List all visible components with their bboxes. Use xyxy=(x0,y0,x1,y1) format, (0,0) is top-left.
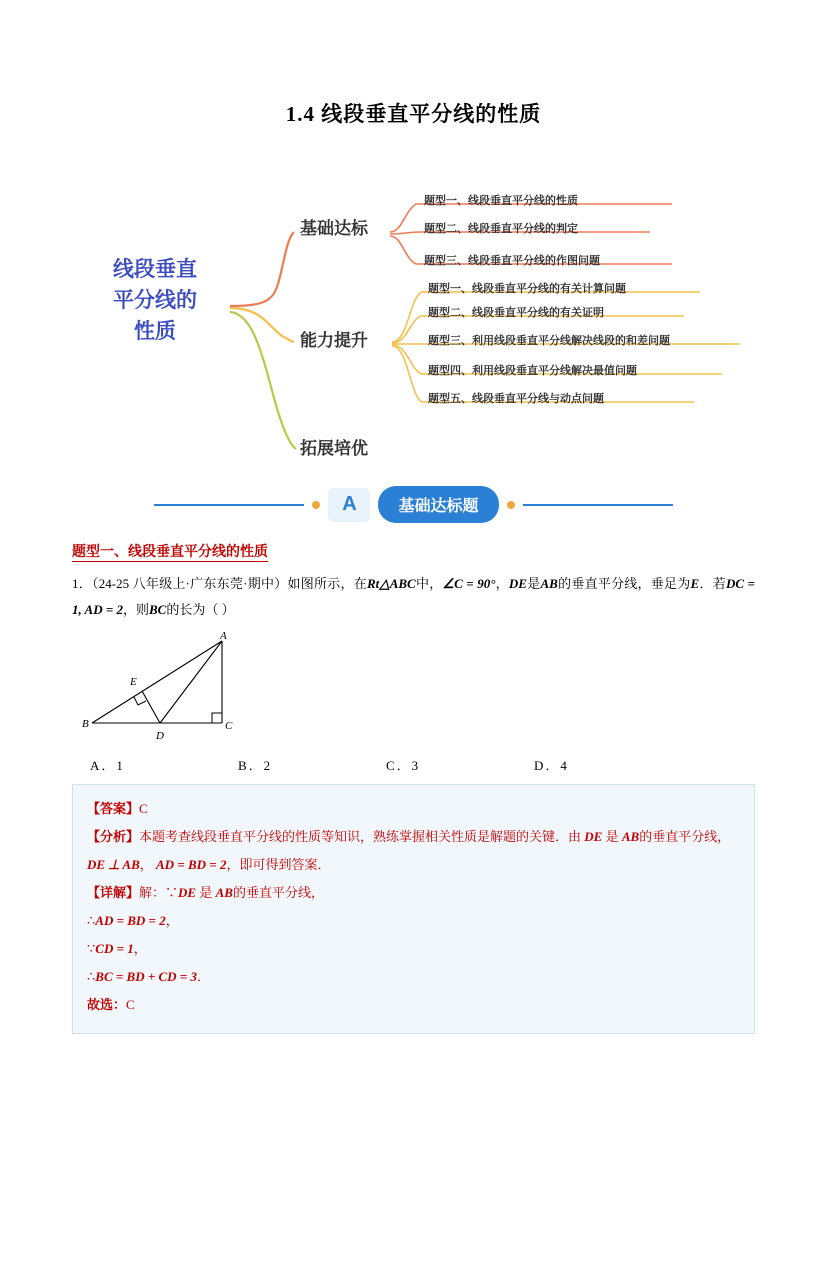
detail-line-1 xyxy=(87,879,740,907)
analysis-line-2 xyxy=(87,851,740,879)
question-text-2: 中， xyxy=(415,576,443,591)
figure-label-C: C xyxy=(225,720,233,732)
banner-dot-left xyxy=(312,501,320,509)
analysis-text-1: 本题考查线段垂直平分线的性质等知识，熟练掌握相关性质是解题的关键．由 xyxy=(139,829,582,844)
option-d[interactable]: D．4 xyxy=(534,758,569,773)
detail-line-4-eq: BC = BD + CD = 3 xyxy=(95,969,197,984)
figure-label-A: A xyxy=(220,631,227,642)
mindmap-leaf-2-5: 题型五、线段垂直平分线与动点问题 xyxy=(428,393,604,405)
analysis-label: 【分析】 xyxy=(87,829,140,844)
banner-line-left xyxy=(154,504,304,506)
banner-line-right xyxy=(523,504,673,506)
question-type-heading xyxy=(72,541,755,561)
detail-de: DE xyxy=(178,885,197,900)
detail-mid: 是 xyxy=(199,885,213,900)
question-comma-1: ， xyxy=(495,576,509,591)
answer-label: 【答案】 xyxy=(87,801,140,816)
question-text-3: 是 xyxy=(526,576,541,591)
mindmap xyxy=(72,146,755,476)
figure-label-E: E xyxy=(130,676,137,688)
answer-value: C xyxy=(139,801,148,816)
mindmap-leaf-2-2: 题型二、线段垂直平分线的有关证明 xyxy=(428,307,604,319)
detail-line-1-end: 的垂直平分线， xyxy=(232,885,324,900)
mindmap-leaf-1-3: 题型三、线段垂直平分线的作图问题 xyxy=(424,255,600,267)
figure-label-B: B xyxy=(82,718,89,730)
detail-line-3 xyxy=(87,935,740,963)
mindmap-leaf-2-1: 题型一、线段垂直平分线的有关计算问题 xyxy=(428,283,626,295)
detail-line-2 xyxy=(87,907,740,935)
question-body xyxy=(72,571,755,623)
document-page xyxy=(0,98,827,1267)
question-text-4: 的垂直平分线，垂足为 xyxy=(557,576,691,591)
final-label: 故选： xyxy=(87,997,127,1012)
mindmap-leaf-1-2: 题型二、线段垂直平分线的判定 xyxy=(424,223,578,235)
question-number: 1 xyxy=(72,576,79,591)
question-type-heading-text: 题型一、线段垂直平分线的性质 xyxy=(72,545,268,560)
detail-line-2-sym: ∴ xyxy=(87,913,96,928)
mindmap-leaf-2-3: 题型三、利用线段垂直平分线解决线段的和差问题 xyxy=(428,335,670,347)
banner-letter: A xyxy=(328,488,370,522)
option-a[interactable]: A．1 xyxy=(90,758,125,773)
detail-line-3-eq: CD = 1 xyxy=(95,941,134,956)
question-rt: Rt△ xyxy=(366,576,390,591)
detail-line-3-end: ， xyxy=(133,941,147,956)
answer-box xyxy=(72,784,755,1034)
mindmap-branch-label-2: 能力提升 xyxy=(300,331,368,350)
figure-svg xyxy=(82,631,312,746)
detail-line-2-end: ， xyxy=(165,913,179,928)
analysis-comma: ， xyxy=(139,857,153,872)
analysis-line-2-end: ，即可得到答案． xyxy=(226,857,331,872)
analysis-line-1 xyxy=(87,823,740,851)
detail-ab: AB xyxy=(215,885,233,900)
analysis-shi: 是 xyxy=(605,829,619,844)
mindmap-root-line-1: 线段垂直 xyxy=(113,258,197,281)
triangle-figure xyxy=(82,631,755,751)
mindmap-root xyxy=(80,254,230,347)
question-angle-c: ∠C = 90° xyxy=(442,576,496,591)
detail-line-1-pre: 解：∵ xyxy=(139,885,179,900)
question-text-5: ．若 xyxy=(699,576,726,591)
analysis-ad-bd: AD = BD = 2 xyxy=(156,857,227,872)
option-c[interactable]: C．3 xyxy=(386,758,421,773)
mindmap-branch-label-1: 基础达标 xyxy=(300,219,368,238)
question-number-dot: ． xyxy=(78,576,92,591)
analysis-ab: AB xyxy=(621,829,640,844)
option-b[interactable]: B．2 xyxy=(238,758,273,773)
banner-title: 基础达标题 xyxy=(378,486,498,523)
question-ab: AB xyxy=(540,576,558,591)
page-title: 1.4 线段垂直平分线的性质 xyxy=(285,102,542,126)
final-answer-line xyxy=(87,991,740,1019)
question-abc: ABC xyxy=(389,576,416,591)
figure-label-D: D xyxy=(156,730,164,742)
analysis-de: DE xyxy=(584,829,603,844)
mindmap-leaf-2-4: 题型四、利用线段垂直平分线解决最值问题 xyxy=(428,365,637,377)
question-bc: BC xyxy=(149,602,167,617)
mindmap-branch-label-3: 拓展培优 xyxy=(300,439,368,458)
analysis-de-perp-ab: DE ⊥ AB xyxy=(87,857,140,872)
question-e: E xyxy=(690,576,700,591)
banner-dot-right xyxy=(507,501,515,509)
final-value: C xyxy=(126,997,135,1012)
section-banner xyxy=(72,486,755,523)
detail-label: 【详解】 xyxy=(87,885,140,900)
detail-line-4-sym: ∴ xyxy=(87,969,96,984)
question-text-7: 的长为（ ） xyxy=(166,602,235,617)
analysis-text-1-end: 的垂直平分线， xyxy=(639,829,731,844)
question-options xyxy=(90,755,755,774)
detail-line-4 xyxy=(87,963,740,991)
mindmap-leaf-1-1: 题型一、线段垂直平分线的性质 xyxy=(424,195,578,207)
question-source: （24-25 八年级上·广东东莞·期中） xyxy=(92,576,288,591)
question-dc-ad: DC = 1, AD = 2 xyxy=(72,576,755,617)
answer-line xyxy=(87,795,740,823)
question-text-6: ，则 xyxy=(122,602,149,617)
mindmap-root-line-3: 性质 xyxy=(134,320,176,343)
question-de: DE xyxy=(508,576,527,591)
detail-line-3-sym: ∵ xyxy=(87,941,96,956)
detail-line-4-end: ． xyxy=(196,969,210,984)
detail-line-2-eq: AD = BD = 2 xyxy=(95,913,166,928)
question-text-1: 如图所示，在 xyxy=(287,576,367,591)
mindmap-root-line-2: 平分线的 xyxy=(113,289,197,312)
